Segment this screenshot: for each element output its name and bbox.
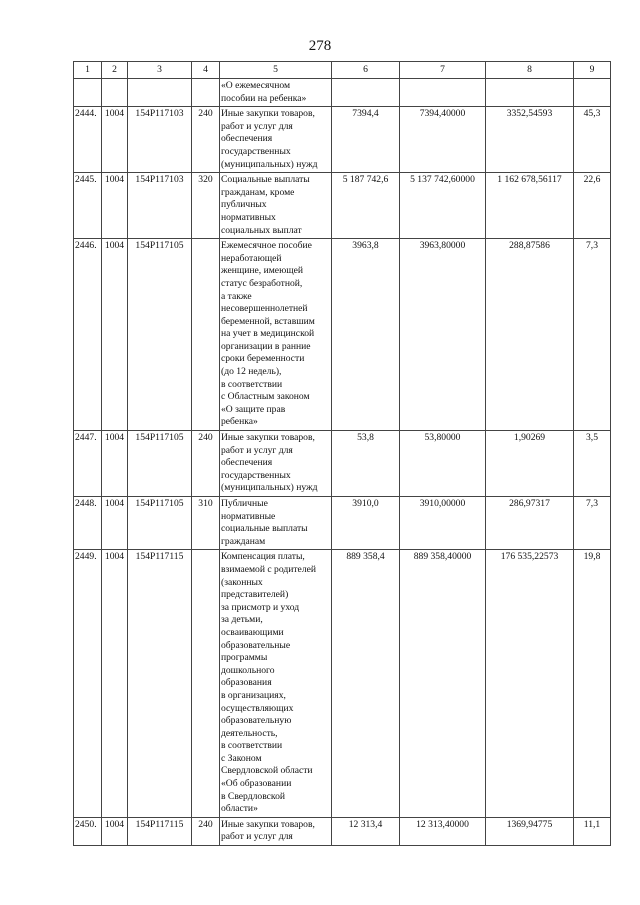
plan-cell: 12 313,4 (332, 817, 400, 845)
row-number-cell: 2447. (74, 431, 102, 497)
plan-cell: 3963,8 (332, 239, 400, 431)
target-code-cell: 154P117115 (128, 550, 192, 817)
table-row (74, 239, 611, 431)
approved-cell: 5 137 742,60000 (400, 173, 486, 239)
executed-cell: 176 535,22573 (486, 550, 574, 817)
column-header: 4 (192, 62, 220, 79)
expense-type-cell (192, 550, 220, 817)
section-code-cell (102, 79, 128, 107)
executed-cell: 286,97317 (486, 497, 574, 550)
percent-cell: 7,3 (574, 497, 611, 550)
expense-type-cell: 320 (192, 173, 220, 239)
column-header: 8 (486, 62, 574, 79)
column-header: 5 (220, 62, 332, 79)
target-code-cell: 154P117105 (128, 239, 192, 431)
table-row (74, 79, 611, 107)
executed-cell: 1,90269 (486, 431, 574, 497)
table-header-row (74, 62, 611, 79)
section-code-cell: 1004 (102, 431, 128, 497)
expense-type-cell: 310 (192, 497, 220, 550)
approved-cell (400, 79, 486, 107)
table-row (74, 817, 611, 845)
percent-cell: 45,3 (574, 107, 611, 173)
plan-cell: 3910,0 (332, 497, 400, 550)
percent-cell (574, 79, 611, 107)
percent-cell: 22,6 (574, 173, 611, 239)
page-number: 278 (308, 38, 332, 54)
section-code-cell: 1004 (102, 239, 128, 431)
executed-cell: 1369,94775 (486, 817, 574, 845)
description-cell: Компенсация платы, взимаемой с родителей (законных представителей) за присмотр и уход за детьми, осваивающими образовательные программы дошкольного образования в организациях, осуществляющих образовательную деятельность, в соответствии с Законом Свердловской области «Об образовании в Свердловской области» (220, 550, 332, 817)
executed-cell: 1 162 678,56117 (486, 173, 574, 239)
executed-cell: 288,87586 (486, 239, 574, 431)
executed-cell (486, 79, 574, 107)
approved-cell: 12 313,40000 (400, 817, 486, 845)
expense-type-cell (192, 239, 220, 431)
row-number-cell: 2444. (74, 107, 102, 173)
description-cell: «О ежемесячном пособии на ребенка» (220, 79, 332, 107)
plan-cell: 5 187 742,6 (332, 173, 400, 239)
budget-table (73, 61, 611, 846)
expense-type-cell (192, 79, 220, 107)
percent-cell: 7,3 (574, 239, 611, 431)
target-code-cell: 154P117105 (128, 431, 192, 497)
executed-cell: 3352,54593 (486, 107, 574, 173)
description-cell: Публичные нормативные социальные выплаты гражданам (220, 497, 332, 550)
target-code-cell: 154P117103 (128, 173, 192, 239)
row-number-cell: 2449. (74, 550, 102, 817)
row-number-cell: 2450. (74, 817, 102, 845)
column-header: 1 (74, 62, 102, 79)
plan-cell (332, 79, 400, 107)
table-row (74, 173, 611, 239)
section-code-cell: 1004 (102, 107, 128, 173)
target-code-cell: 154P117105 (128, 497, 192, 550)
column-header: 3 (128, 62, 192, 79)
percent-cell: 19,8 (574, 550, 611, 817)
target-code-cell (128, 79, 192, 107)
approved-cell: 7394,40000 (400, 107, 486, 173)
table-row (74, 497, 611, 550)
expense-type-cell: 240 (192, 107, 220, 173)
plan-cell: 53,8 (332, 431, 400, 497)
percent-cell: 3,5 (574, 431, 611, 497)
target-code-cell: 154P117115 (128, 817, 192, 845)
expense-type-cell: 240 (192, 431, 220, 497)
column-header: 2 (102, 62, 128, 79)
column-header: 9 (574, 62, 611, 79)
row-number-cell: 2445. (74, 173, 102, 239)
row-number-cell: 2448. (74, 497, 102, 550)
expense-type-cell: 240 (192, 817, 220, 845)
approved-cell: 53,80000 (400, 431, 486, 497)
description-cell: Иные закупки товаров, работ и услуг для (220, 817, 332, 845)
plan-cell: 889 358,4 (332, 550, 400, 817)
section-code-cell: 1004 (102, 550, 128, 817)
approved-cell: 3963,80000 (400, 239, 486, 431)
section-code-cell: 1004 (102, 173, 128, 239)
description-cell: Иные закупки товаров, работ и услуг для обеспечения государственных (муниципальных) нужд (220, 431, 332, 497)
section-code-cell: 1004 (102, 817, 128, 845)
description-cell: Социальные выплаты гражданам, кроме публичных нормативных социальных выплат (220, 173, 332, 239)
plan-cell: 7394,4 (332, 107, 400, 173)
column-header: 6 (332, 62, 400, 79)
target-code-cell: 154P117103 (128, 107, 192, 173)
approved-cell: 889 358,40000 (400, 550, 486, 817)
percent-cell: 11,1 (574, 817, 611, 845)
column-header: 7 (400, 62, 486, 79)
table-row (74, 550, 611, 817)
row-number-cell: 2446. (74, 239, 102, 431)
row-number-cell (74, 79, 102, 107)
description-cell: Ежемесячное пособие неработающей женщине, имеющей статус безработной, а также несовершеннолетней беременной, вставшим на учет в медицинской организации в ранние сроки беременности (до 12 недель), в соответствии с Областным законом «О защите прав ребенка» (220, 239, 332, 431)
table-row (74, 431, 611, 497)
description-cell: Иные закупки товаров, работ и услуг для обеспечения государственных (муниципальных) нужд (220, 107, 332, 173)
approved-cell: 3910,00000 (400, 497, 486, 550)
section-code-cell: 1004 (102, 497, 128, 550)
table-row (74, 107, 611, 173)
